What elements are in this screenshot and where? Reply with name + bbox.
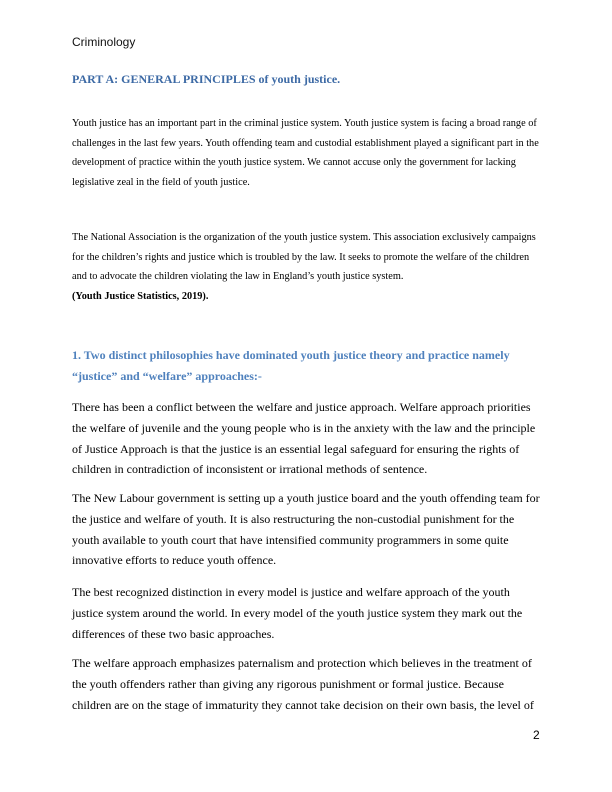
body-paragraph: The New Labour government is setting up a youth justice board and the youth offending team for the justice and welfare of youth. It is also restructuring the non-custodial punishment for the youth available to youth court that have intensified community programmers in some quite innovative efforts to reduce youth offence. [72, 491, 540, 568]
body-paragraph: The welfare approach emphasizes paternalism and protection which believes in the treatment of the youth offenders rather than giving any rigorous punishment or formal justice. Because children are on the stage of immaturity they cannot take decision on their own basis, the level of [72, 656, 534, 712]
running-header: Criminology [72, 35, 136, 49]
intro-paragraph-text: The National Association is the organization of the youth justice system. This association exclusively campaigns for the children’s rights and justice which is troubled by the law. It seeks to promote the welfare of the children and to advocate the children violating the law in England’s youth justice system. [72, 232, 536, 282]
section-heading: 1. Two distinct philosophies have dominated youth justice theory and practice namely “justice” and “welfare” approaches:- [72, 348, 510, 383]
body-paragraph: The best recognized distinction in every model is justice and welfare approach of the youth justice system around the world. In every model of the youth justice system they mark out the differences of these two basic approaches. [72, 585, 523, 641]
intro-paragraph [72, 228, 542, 306]
intro-paragraph: Youth justice has an important part in the criminal justice system. Youth justice system is facing a broad range of challenges in the last few years. Youth offending team and custodial establishment played a significant part in the development of practice within the youth justice system. We cannot accuse only the government for lacking legislative zeal in the field of youth justice. [72, 118, 539, 188]
body-paragraph: There has been a conflict between the welfare and justice approach. Welfare approach priorities the welfare of juvenile and the young people who is in the anxiety with the law and the principle of Justice Approach is that the justice is an essential legal safeguard for ensuring the rights of children in contradiction of inconsistent or irrational methods of sentence. [72, 400, 536, 477]
citation: (Youth Justice Statistics, 2019). [72, 290, 209, 302]
page-number: 2 [533, 728, 540, 742]
part-heading: PART A: GENERAL PRINCIPLES of youth justice. [72, 72, 341, 86]
